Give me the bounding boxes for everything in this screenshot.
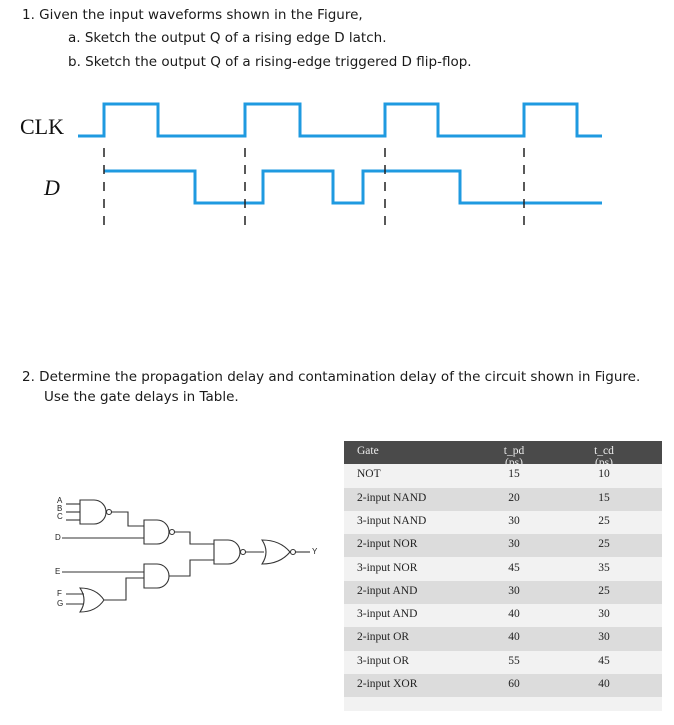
tcd-cell: 30 (598, 608, 610, 621)
gate-cell: 3-input NAND (357, 514, 427, 527)
clk-label: CLK (20, 114, 64, 139)
gate-cell: 2-input NOR (357, 538, 418, 551)
tpd-cell: 40 (508, 608, 520, 621)
input-e-label: E (55, 567, 61, 576)
input-a-label: A (57, 496, 63, 505)
table-row (344, 511, 662, 534)
gate-delay-table (344, 441, 662, 711)
tpd-cell: 60 (508, 678, 520, 690)
tpd-cell: 30 (508, 538, 520, 551)
table-row (344, 464, 662, 487)
gate-cell: 2-input NAND (357, 491, 427, 504)
header-tpd: t_pd (ps) (503, 445, 525, 469)
table-header (344, 441, 662, 469)
table-row (344, 488, 662, 511)
tcd-cell: 25 (598, 584, 610, 597)
gate-cell: 2-input AND (357, 584, 418, 597)
gate-cell: 3-input OR (357, 654, 410, 667)
question-2-text-continued: Use the gate delays in Table. (44, 389, 239, 405)
tcd-cell: 35 (598, 561, 610, 574)
table-row (344, 651, 662, 674)
table-row (344, 558, 662, 581)
tcd-cell: 10 (598, 468, 610, 481)
gate-cell: 2-input XOR (357, 678, 418, 690)
gate-and-e (144, 564, 169, 588)
tcd-cell: 40 (598, 678, 610, 690)
question-2-text: 2. Determine the propagation delay and contamination delay of the circuit shown in Figure. (22, 369, 641, 385)
table-row (344, 674, 662, 697)
header-tcd: t_cd (ps) (594, 445, 614, 469)
input-d-label: D (55, 533, 61, 542)
input-c-label: C (57, 512, 63, 521)
tpd-cell: 20 (508, 491, 520, 504)
input-b-label: B (57, 504, 63, 513)
question-1b-text: b. Sketch the output Q of a rising-edge triggered D flip-flop. (68, 54, 472, 70)
tcd-cell: 30 (598, 631, 610, 644)
gate-cell: NOT (357, 468, 381, 481)
tpd-cell: 55 (508, 654, 520, 667)
tcd-cell: 45 (598, 654, 610, 667)
gate-cell: 2-input OR (357, 631, 410, 644)
tcd-cell: 15 (598, 491, 610, 504)
table-row (344, 581, 662, 604)
gate-nand-2 (144, 520, 175, 544)
table-row (344, 627, 662, 650)
tpd-cell: 40 (508, 631, 520, 644)
output-y-label: Y (312, 547, 318, 556)
tpd-cell: 15 (508, 468, 520, 481)
tcd-cell: 25 (598, 538, 610, 551)
gate-nand-5 (214, 540, 246, 564)
tpd-cell: 45 (508, 561, 520, 574)
gate-or-fg (66, 588, 104, 612)
d-label: D (44, 175, 60, 200)
gate-cell: 3-input NOR (357, 561, 418, 574)
question-1a-text: a. Sketch the output Q of a rising edge D latch. (68, 30, 387, 46)
table-row (344, 534, 662, 557)
input-f-label: F (57, 589, 62, 598)
table-row (344, 604, 662, 627)
header-gate: Gate (357, 445, 379, 457)
gate-nor-6 (262, 540, 296, 564)
gate-cell: 3-input AND (357, 608, 418, 621)
gate-nand-abc (66, 500, 112, 524)
input-g-label: G (57, 599, 64, 608)
tpd-cell: 30 (508, 514, 520, 527)
tpd-cell: 30 (508, 584, 520, 597)
tcd-cell: 25 (598, 514, 610, 527)
question-1-text: 1. Given the input waveforms shown in the Figure, (22, 7, 363, 23)
